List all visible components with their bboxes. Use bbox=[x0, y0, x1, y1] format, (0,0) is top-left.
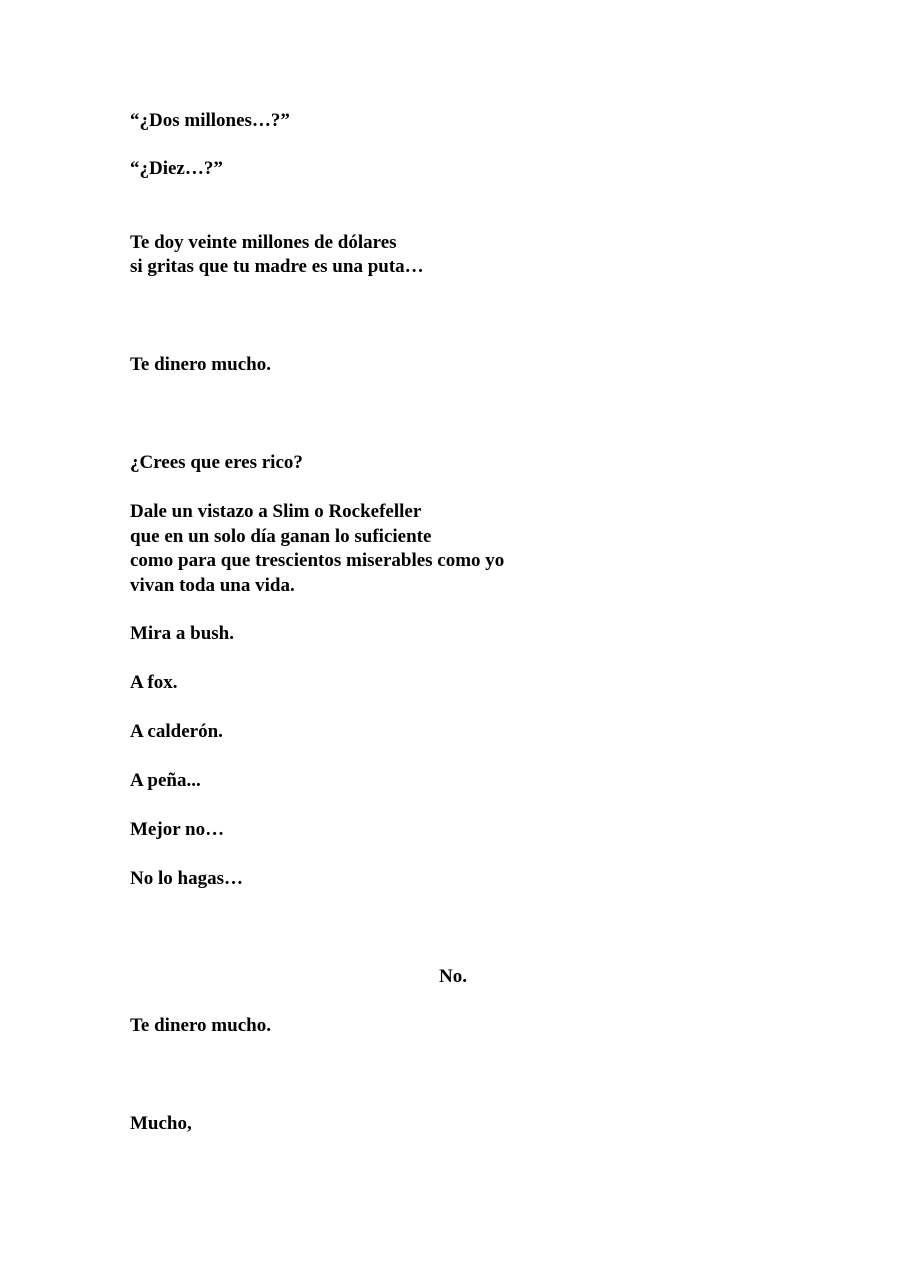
text-line: vivan toda una vida. bbox=[130, 575, 295, 596]
text-line: como para que trescientos miserables como yo bbox=[130, 550, 505, 571]
text-line: A peña... bbox=[130, 770, 201, 791]
text-line: No lo hagas… bbox=[130, 868, 243, 889]
text-line: “¿Diez…?” bbox=[130, 158, 223, 179]
text-line: A fox. bbox=[130, 672, 178, 693]
text-line: Te doy veinte millones de dólares bbox=[130, 232, 397, 253]
text-line: Mira a bush. bbox=[130, 623, 234, 644]
text-line: Mucho, bbox=[130, 1113, 192, 1134]
text-line: “¿Dos millones…?” bbox=[130, 110, 290, 131]
text-line-centered: No. bbox=[439, 966, 467, 987]
text-line: ¿Crees que eres rico? bbox=[130, 452, 303, 473]
text-line: Te dinero mucho. bbox=[130, 354, 271, 375]
text-line: A calderón. bbox=[130, 721, 223, 742]
text-line: Dale un vistazo a Slim o Rockefeller bbox=[130, 501, 422, 522]
text-line: Mejor no… bbox=[130, 819, 225, 840]
text-line: si gritas que tu madre es una puta… bbox=[130, 256, 424, 277]
text-line: que en un solo día ganan lo suficiente bbox=[130, 526, 432, 547]
text-line: Te dinero mucho. bbox=[130, 1015, 271, 1036]
